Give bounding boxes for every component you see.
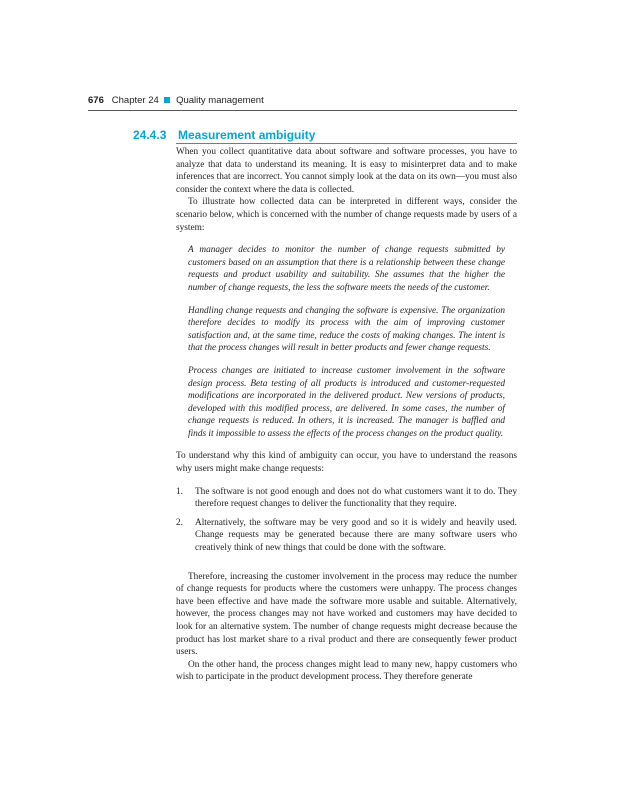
list-text: Alternatively, the software may be very good and so it is widely and heavily used. Change requests may be generated because there are many software users who creatively think of new things that could be done with the software. [195, 517, 517, 554]
section-number: 24.4.3 [133, 128, 167, 142]
list-item [176, 486, 517, 511]
body-text [176, 146, 517, 684]
list-text: The software is not good enough and does not do what customers want it to do. They therefore request changes to deliver the functionality that they require. [195, 486, 517, 510]
list-number: 2. [176, 517, 183, 528]
running-header [88, 95, 517, 107]
paragraph: Therefore, increasing the customer involvement in the process may reduce the number of change requests for products where the customers were unhappy. The process changes have been effective and have made the software more usable and suitable. Alternatively, however, the process changes may not have worked and customers may have decided to look for an alternative system. The number of change requests might decrease because the product has lost market share to a rival product and there are consequently fewer product users. [176, 571, 517, 658]
page-number: 676 [88, 95, 104, 106]
reasons-list [176, 486, 517, 555]
chapter-label: Chapter 24 [111, 95, 159, 106]
paragraph: When you collect quantitative data about software and software processes, you have to analyze that data to understand its meaning. It is easy to misinterpret data and to make inferences that are incorrect. You cannot simply look at the data on its own—you must also consider the context where the data is collected. [176, 147, 517, 195]
chapter-title: Quality management [176, 95, 264, 106]
list-number: 1. [176, 486, 183, 497]
list-item [176, 517, 517, 555]
scenario-block [188, 244, 505, 440]
paragraph: On the other hand, the process changes might lead to many new, happy customers who wish to participate in the product development process. They therefore generate [176, 659, 517, 683]
square-bullet-icon [164, 97, 170, 103]
scenario-paragraph: Process changes are initiated to increase customer involvement in the software design process. Beta testing of all products is introduced and customer-requested modifications are incorporated in the delivered product. New versions of products, developed with this modified process, are delivered. In some cases, the number of change requests is reduced. In others, it is increased. The manager is baffled and finds it impossible to assess the effects of the process changes on the product quality. [188, 365, 505, 439]
section-rule [176, 143, 517, 144]
scenario-paragraph: A manager decides to monitor the number of change requests submitted by customers based on an assumption that there is a relationship between these change requests and product usability and suitability. She assumes that the higher the number of change requests, the less the software meets the needs of the customer. [188, 245, 505, 293]
scenario-paragraph: Handling change requests and changing the software is expensive. The organization therefore decides to modify its process with the aim of improving customer satisfaction and, at the same time, reduce the costs of making changes. The intent is that the process changes will result in better products and fewer change requests. [188, 305, 505, 354]
paragraph: To illustrate how collected data can be interpreted in different ways, consider the scenario below, which is concerned with the number of change requests made by users of a system: [176, 197, 517, 233]
paragraph: To understand why this kind of ambiguity can occur, you have to understand the reasons why users might make change requests: [176, 451, 517, 475]
section-title: Measurement ambiguity [178, 128, 316, 142]
header-rule [88, 110, 517, 111]
